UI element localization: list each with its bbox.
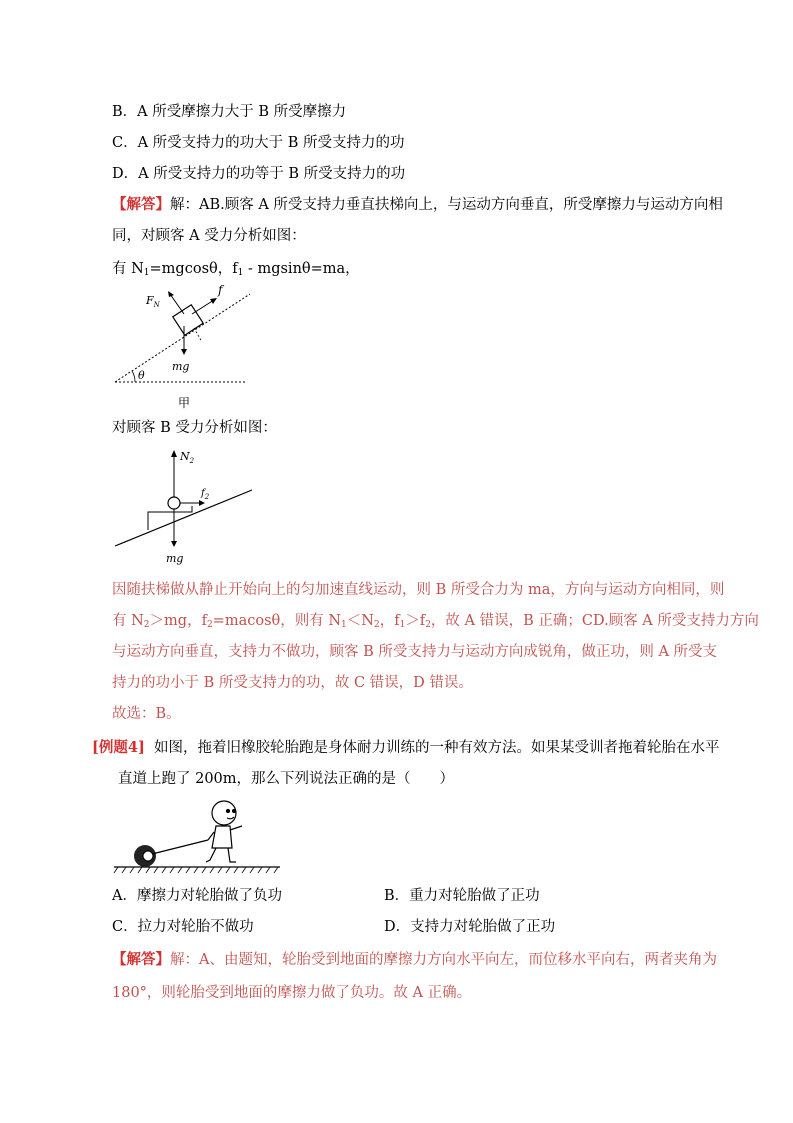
rope: [152, 840, 208, 854]
eq-sub: 1: [237, 268, 244, 278]
figure-a-incline: [110, 282, 260, 412]
example4-option-a: A．摩擦力对轮胎做了负功: [112, 888, 282, 904]
f-label: f: [218, 283, 223, 297]
eq-sub: 1: [143, 268, 150, 278]
solution2-tag: 【解答】: [112, 951, 170, 968]
eq-mid: =mgcosθ，f: [149, 261, 238, 277]
example-text: 如图，拖着旧橡胶轮胎跑是身体耐力训练的一种有效方法。如果某受训者拖着轮胎在水平: [154, 740, 720, 756]
mg-label-b: mg: [166, 552, 184, 565]
explain-line-3: 与运动方向垂直，支持力不做功，顾客 B 所受支持力与运动方向成锐角，做正功，则 A 所受支: [112, 644, 718, 660]
person-circle: [168, 497, 180, 509]
ground-hatching: [114, 867, 278, 873]
example4-option-b: B．重力对轮胎做了正功: [384, 888, 540, 904]
option-d: D．A 所受支持力的功等于 B 所受支持力的功: [112, 166, 406, 182]
option-b: B．A 所受摩擦力大于 B 所受摩擦力: [112, 104, 347, 120]
eq-prefix: 有 N: [112, 261, 144, 277]
equation-line: [112, 259, 360, 283]
theta-label: θ: [138, 369, 145, 382]
fn-label: $F_N$: [146, 294, 160, 309]
solution-line-2: 同，对顾客 A 受力分析如图：: [112, 228, 306, 244]
figure-b-incline: [110, 446, 260, 571]
solution2-text: 解：A、由题知，轮胎受到地面的摩擦力方向水平向左，而位移水平向右，两者夹角为: [170, 952, 717, 968]
example4-option-d: D．支持力对轮胎做了正功: [384, 919, 556, 935]
angle-arc: [132, 371, 135, 382]
solution-text: 解：AB.顾客 A 所受支持力垂直扶梯向上，与运动方向垂直，所受摩擦力与运动方向相: [170, 197, 723, 213]
runner: [206, 801, 242, 862]
explain-line-1: 因随扶梯做从静止开始向上的匀加速直线运动，则 B 所受合力为 ma，方向与运动方向相同，则: [112, 582, 725, 598]
figure-tire-drag: [112, 796, 287, 876]
f2-label: $f_2$: [201, 488, 210, 501]
analysis-b: 对顾客 B 受力分析如图：: [112, 420, 277, 436]
figure-a-caption: 甲: [178, 396, 191, 410]
example-tag: [例题4]: [92, 739, 145, 756]
explain-line-2: 有 $N_2>mg$，$f_2=macos\theta$，则有 $N_1<N_2$，$f_1>f_2$，故 A 错误，B 正确；CD.顾客 A 所受支持力方向: [112, 613, 759, 630]
solution-line-1: [112, 195, 723, 215]
example4-line-2: 直道上跑了 200m，那么下列说法正确的是（ ）: [118, 771, 455, 787]
option-c: C．A 所受支持力的功大于 B 所受支持力的功: [112, 135, 405, 151]
eq-end: - mgsinθ=ma，: [243, 261, 360, 277]
n2-label: $N_2$: [180, 450, 195, 465]
answer-line: 故选：B。: [112, 706, 181, 722]
solution2-line-1: [112, 950, 717, 970]
incline-line-b: [115, 490, 252, 546]
example4-line-1: [92, 738, 720, 758]
example4-option-c: C．拉力对轮胎不做功: [112, 919, 254, 935]
solution2-line-2: 180°，则轮胎受到地面的摩擦力做了负功。故 A 正确。: [112, 985, 472, 1001]
solution-tag: 【解答】: [112, 196, 170, 213]
explain-line-4: 持力的功小于 B 所受支持力的功，故 C 错误，D 错误。: [112, 675, 473, 691]
mg-label-a: mg: [172, 360, 190, 373]
